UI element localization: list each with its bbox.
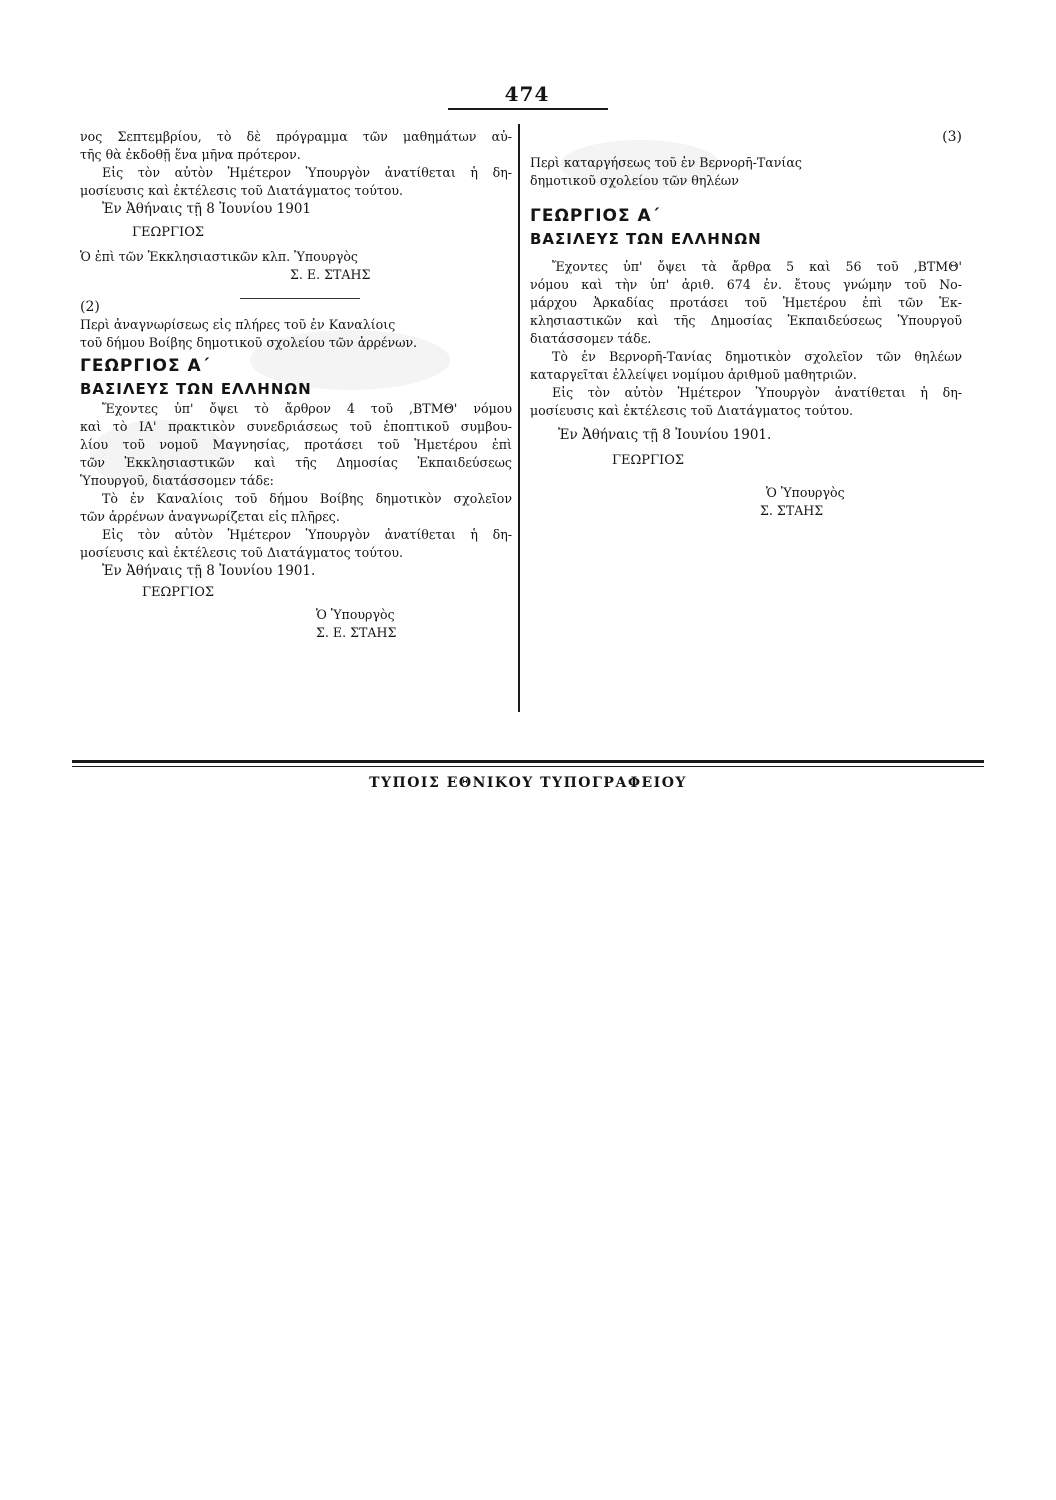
decree-3-subject-1: Περὶ καταργήσεως τοῦ ἐν Βερνορῆ-Τανίας	[530, 155, 802, 170]
decree-2-rule	[240, 298, 360, 299]
decree-3-body-1: Ἔχοντες ὑπ' ὄψει τὰ ἄρθρα 5 καὶ 56 τοῦ ,ΒΤΜΘ'	[552, 259, 962, 274]
decree-3-body-2: νόμου καὶ τὴν ὑπ' ἀριθ. 674 ἐν. ἔτους γνώμην τοῦ Νο-	[530, 277, 962, 292]
footer-rule-thin	[72, 766, 984, 767]
cont-minister-title: Ὁ ἐπὶ τῶν Ἐκκλησιαστικῶν κλπ. Ὑπουργὸς	[80, 249, 358, 264]
cont-minister-name: Σ. Ε. ΣΤΑΗΣ	[290, 267, 371, 282]
decree-2-signer-king: ΓΕΩΡΓΙΟΣ	[142, 585, 215, 600]
footer-rule-thick	[72, 760, 984, 763]
right-column	[530, 128, 962, 520]
decree-2-body-5: Ὑπουργοῦ, διατάσσομεν τάδε:	[80, 473, 274, 488]
decree-2-king: ΓΕΩΡΓΙΟΣ Α΄	[80, 356, 211, 376]
decree-2-subject-1: Περὶ ἀναγνωρίσεως εἰς πλήρες τοῦ ἐν Καναλίοις	[80, 317, 396, 332]
decree-3-date: Ἐν Ἀθήναις τῇ 8 Ἰουνίου 1901.	[558, 427, 772, 443]
decree-3-body-5: διατάσσομεν τάδε.	[530, 331, 652, 346]
decree-2-body-6: Τὸ ἐν Καναλίοις τοῦ δήμου Βοίβης δημοτικὸν σχολεῖον	[102, 491, 512, 506]
decree-3-body-6: Τὸ ἐν Βερνορῆ-Τανίας δημοτικὸν σχολεῖον τῶν θηλέων	[552, 349, 962, 364]
decree-2	[80, 298, 512, 642]
decree-3-signer-king: ΓΕΩΡΓΙΟΣ	[612, 453, 685, 468]
decree-2-subject-2: τοῦ δήμου Βοίβης δημοτικοῦ σχολείου τῶν ἀρρένων.	[80, 335, 418, 350]
cont-line-3: Εἰς τὸν αὐτὸν Ἡμέτερον Ὑπουργὸν ἀνατίθεται ἡ δη-	[102, 165, 512, 180]
cont-date: Ἐν Ἀθήναις τῇ 8 Ἰουνίου 1901	[102, 201, 312, 217]
decree-3-minister-title: Ὁ Ὑπουργὸς	[766, 485, 845, 500]
decree-3-subject-2: δημοτικοῦ σχολείου τῶν θηλέων	[530, 173, 739, 188]
decree-2-title: ΒΑΣΙΛΕΥΣ ΤΩΝ ΕΛΛΗΝΩΝ	[80, 380, 312, 398]
decree-3-body-8: Εἰς τὸν αὐτὸν Ἡμέτερον Ὑπουργὸν ἀνατίθεται ἡ δη-	[552, 385, 962, 400]
decree-3-title: ΒΑΣΙΛΕΥΣ ΤΩΝ ΕΛΛΗΝΩΝ	[530, 230, 762, 248]
decree-3-body-7: καταργεῖται ἐλλείψει νομίμου ἀριθμοῦ μαθητριῶν.	[530, 367, 857, 382]
decree-2-body-9: μοσίευσις καὶ ἐκτέλεσις τοῦ Διατάγματος τούτου.	[80, 545, 404, 560]
header-rule	[448, 108, 608, 110]
decree-3-king: ΓΕΩΡΓΙΟΣ Α΄	[530, 206, 661, 226]
decree-2-number: (2)	[80, 299, 100, 315]
decree-2-date: Ἐν Ἀθήναις τῇ 8 Ἰουνίου 1901.	[102, 563, 316, 579]
cont-line-4: μοσίευσις καὶ ἐκτέλεσις τοῦ Διατάγματος τούτου.	[80, 183, 404, 198]
decree-2-body-2: καὶ τὸ ΙΑ' πρακτικὸν συνεδριάσεως τοῦ ἐποπτικοῦ συμβου-	[80, 419, 512, 434]
left-column	[80, 128, 512, 642]
cont-line-2: τῆς θὰ ἐκδοθῇ ἕνα μῆνα πρότερον.	[80, 147, 301, 162]
cont-line-1: νος Σεπτεμβρίου, τὸ δὲ πρόγραμμα τῶν μαθημάτων αὐ-	[80, 129, 512, 144]
decree-3-body-3: μάρχου Ἀρκαδίας προτάσει τοῦ Ἡμετέρου ἐπὶ τῶν Ἐκ-	[530, 295, 962, 310]
decree-3-number: (3)	[942, 129, 962, 145]
page-number: 474	[504, 82, 550, 106]
decree-3-minister-name: Σ. ΣΤΑΗΣ	[760, 503, 824, 518]
decree-2-body-7: τῶν ἀρρένων ἀναγνωρίζεται εἰς πλῆρες.	[80, 509, 340, 524]
decree-2-minister-name: Σ. Ε. ΣΤΑΗΣ	[316, 625, 397, 640]
decree-2-body-8: Εἰς τὸν αὐτὸν Ἡμέτερον Ὑπουργὸν ἀνατίθεται ἡ δη-	[102, 527, 512, 542]
decree-2-minister-title: Ὁ Ὑπουργὸς	[316, 607, 395, 622]
cont-king: ΓΕΩΡΓΙΟΣ	[132, 225, 205, 240]
column-divider	[518, 124, 520, 712]
decree-2-body-1: Ἔχοντες ὑπ' ὄψει τὸ ἄρθρον 4 τοῦ ,ΒΤΜΘ' νόμου	[102, 401, 512, 416]
footer-imprint: ΤΥΠΟΙΣ ΕΘΝΙΚΟΥ ΤΥΠΟΓΡΑΦΕΙΟΥ	[369, 775, 687, 791]
decree-3-body-9: μοσίευσις καὶ ἐκτέλεσις τοῦ Διατάγματος τούτου.	[530, 403, 854, 418]
decree-2-body-4: τῶν Ἐκκλησιαστικῶν καὶ τῆς Δημοσίας Ἐκπαιδεύσεως	[80, 455, 512, 470]
decree-3-body-4: κλησιαστικῶν καὶ τῆς Δημοσίας Ἐκπαιδεύσεως Ὑπουργοῦ	[530, 313, 962, 328]
decree-2-body-3: λίου τοῦ νομοῦ Μαγνησίας, προτάσει τοῦ Ἡμετέρου ἐπὶ	[80, 437, 512, 452]
